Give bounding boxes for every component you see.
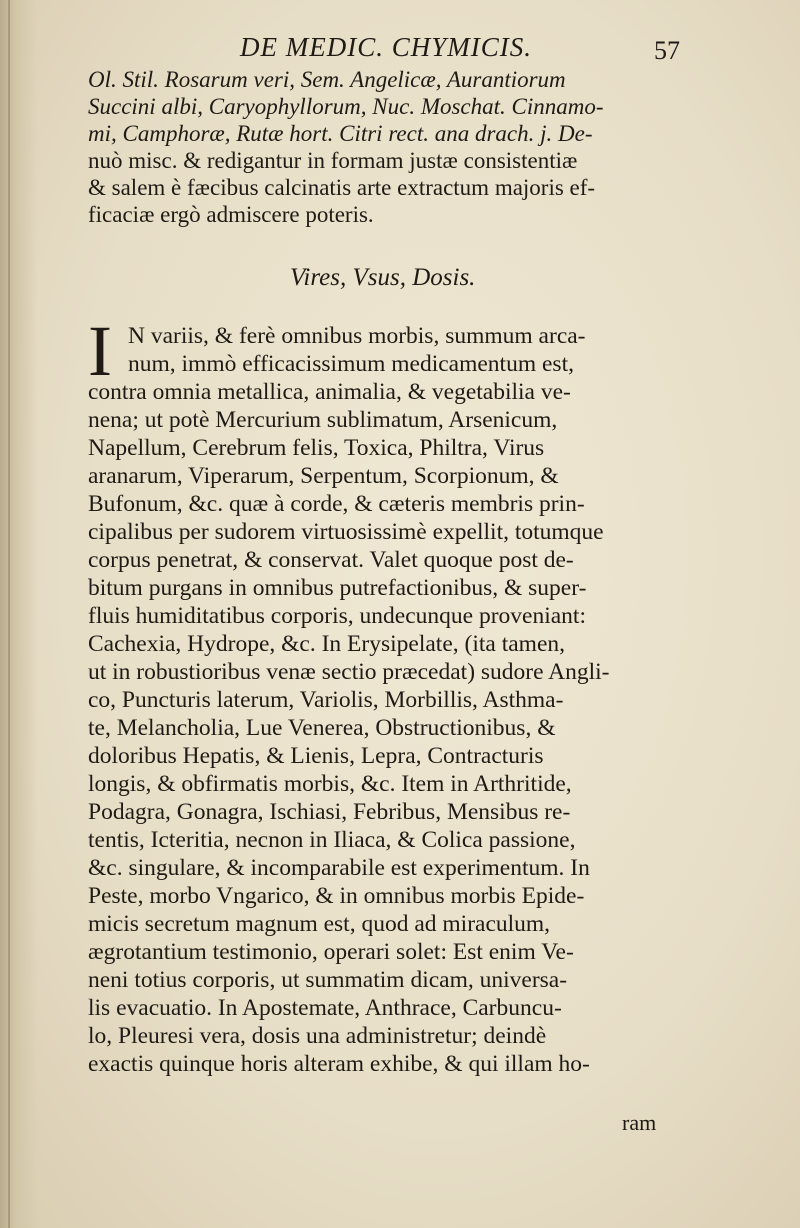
binding-edge [8,0,10,1228]
recipe-line: Ol. Stil. Rosarum veri, Sem. Angelicæ, Aurantiorum [88,67,566,92]
body-line: lo, Pleuresi vera, dosis una administretur; deindè [88,1023,547,1049]
recipe-line: Succini albi, Caryophyllorum, Nuc. Moschat. Cinnamo- [88,94,604,119]
body-line: &c. singulare, & incomparabile est experimentum. In [88,855,590,881]
page-gutter [0,0,38,1228]
catchword: ram [622,1110,657,1135]
body-line: aranarum, Viperarum, Serpentum, Scorpionum, & [88,463,559,489]
body-line: Bufonum, &c. quæ à corde, & cæteris membris prin- [88,491,585,517]
running-head: DE MEDIC. CHYMICIS. [240,32,532,62]
recipe-paragraph [88,66,728,228]
body-line: Podagra, Gonagra, Ischiasi, Febribus, Mensibus re- [88,799,571,825]
body-line: micis secretum magnum est, quod ad miraculum, [88,911,551,937]
body-line: cipalibus per sudorem virtuosissimè expellit, totumque [88,519,604,545]
body-line: Peste, morbo Vngarico, & in omnibus morbis Epide- [88,883,585,909]
body-paragraph [88,311,728,1078]
body-line: co, Puncturis laterum, Variolis, Morbillis, Asthma- [88,687,564,713]
body-line: te, Melancholia, Lue Venerea, Obstructionibus, & [88,715,556,741]
body-line: nena; ut potè Mercurium sublimatum, Arsenicum, [88,407,558,433]
body-line: bitum purgans in omnibus putrefactionibus, & super- [88,575,587,601]
recipe-line: mi, Camphoræ, Rutæ hort. Citri rect. ana drach. j. De- [88,121,593,146]
recipe-line: nuò misc. & redigantur in formam justæ consistentiæ [88,148,578,173]
section-title: Vires, Vsus, Dosis. [290,264,476,291]
body-line: longis, & obfirmatis morbis, &c. Item in Arthritide, [88,771,572,797]
body-line: ut in robustioribus venæ sectio præcedat) sudore Angli- [88,659,610,685]
body-line: fluis humiditatibus corporis, undecunque proveniant: [88,603,586,629]
body-line: lis evacuatio. In Apostemate, Anthrace, Carbuncu- [88,995,562,1021]
body-line: tentis, Icteritia, necnon in Iliaca, & Colica passione, [88,827,576,853]
body-line: doloribus Hepatis, & Lienis, Lepra, Contracturis [88,743,544,769]
drop-cap: I [88,311,112,391]
body-line: Cachexia, Hydrope, &c. In Erysipelate, (ita tamen, [88,631,565,657]
body-line: ægrotantium testimonio, operari solet: Est enim Ve- [88,939,574,965]
body-line: corpus penetrat, & conservat. Valet quoque post de- [88,547,574,573]
body-line: exactis quinque horis alteram exhibe, & qui illam ho- [88,1051,590,1077]
page-number: 57 [654,36,680,65]
body-line: Napellum, Cerebrum felis, Toxica, Philtra, Virus [88,435,545,461]
body-line: neni totius corporis, ut summatim dicam, universa- [88,967,568,993]
body-line: N variis, & ferè omnibus morbis, summum arca- [128,323,586,349]
body-line: contra omnia metallica, animalia, & vegetabilia ve- [88,379,571,405]
body-line: num, immò efficacissimum medicamentum est, [128,351,574,377]
recipe-line: & salem è fæcibus calcinatis arte extractum majoris ef- [88,175,596,200]
recipe-line: ficaciæ ergò admiscere poteris. [88,202,374,227]
